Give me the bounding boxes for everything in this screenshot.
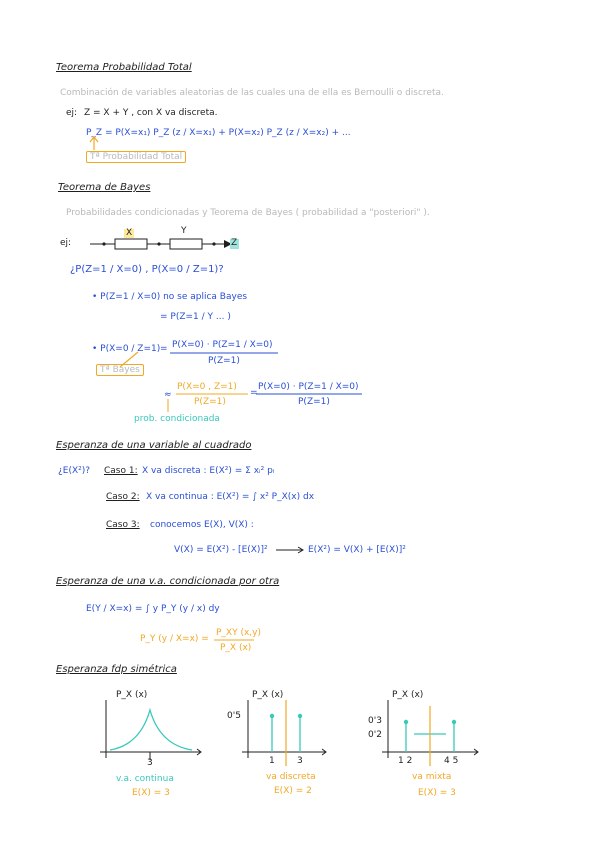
case-1-label: Caso 1: [104, 466, 138, 476]
example-label: ej: [66, 108, 78, 118]
bayes-intro: Probabilidades condicionadas y Teorema de Bayes ( probabilidad a "posteriori" ). [66, 208, 430, 218]
bayes-fraction-denominator: P(Z=1) [208, 356, 240, 366]
plot-2-caption: va discreta [266, 772, 316, 782]
circuit-label-x: X [126, 228, 133, 238]
eq2-left-denominator: P(Z=1) [194, 397, 226, 407]
squared-expectation-question: ¿E(X²)? [58, 466, 91, 476]
bayes-bullet-2-equals: = [160, 344, 168, 354]
squared-expectation-title: Esperanza de una variable al cuadrado [56, 440, 252, 451]
case-1-text: X va discreta : E(X²) = Σ xᵢ² pᵢ [142, 466, 275, 476]
plot-2-result: E(X) = 2 [274, 786, 312, 796]
conditional-expectation-title: Esperanza de una v.a. condicionada por otra [56, 576, 280, 587]
plot-2-ytick: 0'5 [227, 711, 241, 721]
total-probability-formula: P_Z = P(X=x₁) P_Z (z / X=x₁) + P(X=x₂) P_Z (z / X=x₂) + ... [86, 128, 351, 138]
total-probability-note: Tª Probabilidad Total [86, 151, 186, 163]
eq2-equals: = [250, 388, 258, 398]
bayes-example-label: ej: [60, 238, 72, 248]
case-3-variance-formula: V(X) = E(X²) - [E(X)]² [174, 545, 268, 555]
eq2-right-denominator: P(Z=1) [298, 397, 330, 407]
conditional-density-lhs: P_Y (y / X=x) = [140, 634, 209, 644]
symmetric-pdf-title: Esperanza fdp simétrica [56, 664, 177, 675]
bayes-theorem-note: Tª Bayes [96, 364, 144, 376]
conditional-density-denominator: P_X (x) [220, 643, 252, 653]
plot-2-xtick-2: 3 [297, 756, 303, 766]
example-text: Z = X + Y , con X va discreta. [84, 108, 218, 118]
plot-3-caption: va mixta [412, 772, 452, 782]
bayes-eq2-prefix: ≈ [164, 390, 172, 400]
plot-2-xtick-1: 1 [269, 756, 275, 766]
plot-1-caption: v.a. continua [116, 774, 174, 784]
intro-text: Combinación de variables aleatorias de las cuales una de ella es Bernoulli o discreta. [60, 88, 444, 98]
case-2-text: X va continua : E(X²) = ∫ x² P_X(x) dx [146, 492, 315, 502]
plot-1-xtick: 3 [147, 758, 153, 768]
eq2-left-numerator: P(X=0 , Z=1) [177, 382, 237, 392]
plot-3-ytick-2: 0'2 [368, 730, 382, 740]
bayes-bullet-2: • P(X=0 / Z=1) [92, 344, 161, 354]
page-title: Teorema Probabilidad Total [56, 62, 192, 73]
bayes-bullet-1: • P(Z=1 / X=0) no se aplica Bayes [92, 292, 248, 302]
case-2-label: Caso 2: [106, 492, 140, 502]
conditional-probability-note: prob. condicionada [134, 414, 220, 424]
circuit-label-y: Y [181, 226, 187, 236]
bayes-title: Teorema de Bayes [58, 182, 151, 193]
plot-3-xtick-1: 1 2 [398, 756, 413, 766]
bayes-fraction-numerator: P(X=0) · P(Z=1 / X=0) [172, 340, 273, 350]
circuit-label-z: Z [231, 238, 238, 248]
eq2-right-numerator: P(X=0) · P(Z=1 / X=0) [258, 382, 359, 392]
plot-3-ylabel: P_X (x) [392, 690, 424, 700]
plot-1-ylabel: P_X (x) [116, 690, 148, 700]
plot-3-xtick-2: 4 5 [444, 756, 459, 766]
bayes-bullet-1-continuation: = P(Z=1 / Y ... ) [160, 312, 231, 322]
bayes-question: ¿P(Z=1 / X=0) , P(X=0 / Z=1)? [70, 264, 224, 275]
plot-2-ylabel: P_X (x) [252, 690, 284, 700]
conditional-expectation-formula: E(Y / X=x) = ∫ y P_Y (y / x) dy [86, 604, 220, 614]
conditional-density-numerator: P_XY (x,y) [216, 628, 261, 638]
case-3-second-moment-formula: E(X²) = V(X) + [E(X)]² [308, 545, 406, 555]
plot-1-result: E(X) = 3 [132, 788, 170, 798]
plot-3-ytick-1: 0'3 [368, 716, 382, 726]
case-3-text: conocemos E(X), V(X) : [150, 520, 254, 530]
plot-3-result: E(X) = 3 [418, 788, 456, 798]
case-3-label: Caso 3: [106, 520, 140, 530]
